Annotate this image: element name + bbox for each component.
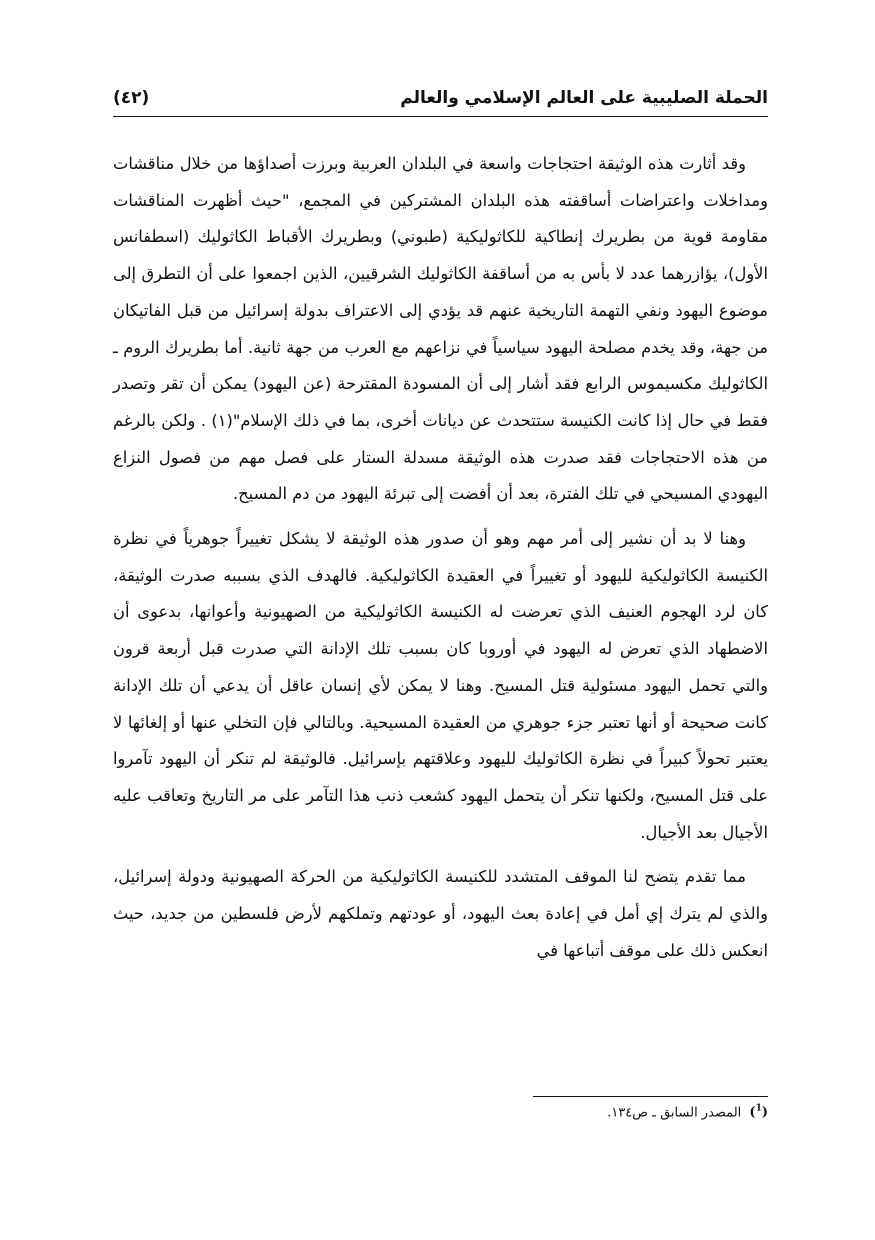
paragraph-2: وهنا لا بد أن نشير إلى أمر مهم وهو أن صدور هذه الوثيقة لا يشكل تغييراً جوهرياً في نظرة الكنيسة الكاثوليكية لليهود أو تغييراً في العقيدة الكاثوليكية. فالهدف الذي بسببه صدرت الوثيقة، كان لرد الهجوم العنيف الذي تعرضت له الكنيسة الكاثوليكية من الصهيونية وأعوانها، بدعوى أن الاضطهاد الذي تعرض له اليهود في أوروبا كان بسبب تلك الإدانة التي صدرت قبل أربعة قرون والتي تحمل اليهود مسئولية قتل المسيح. وهنا لا يمكن لأي إنسان عاقل أن يدعي أن تلك الإدانة كانت صحيحة أو أنها تعتبر جزء جوهري من العقيدة المسيحية. وبالتالي فإن التخلي عنها أو إلغائها لا يعتبر تحولاً كبيراً في نظرة الكاثوليك لليهود وعلاقتهم بإسرائيل. فالوثيقة لم تنكر أن اليهود تآمروا على قتل المسيح، ولكنها تنكر أن يتحمل اليهود كشعب ذنب هذا التآمر على مر التاريخ وتعاقب عليه الأجيال بعد الأجيال.	[113, 529, 768, 842]
page-number: (٤٢)	[113, 88, 150, 108]
footnote-divider	[533, 1096, 768, 1097]
footnote	[607, 1104, 768, 1120]
paragraph-3: مما تقدم يتضح لنا الموقف المتشدد للكنيسة الكاثوليكية من الحركة الصهيونية ودولة إسرائيل، والذي لم يترك إي أمل في إعادة بعث اليهود، أو عودتهم وتملكهم لأرض فلسطين من جديد، حيث انعكس ذلك على موقف أتباعها في	[113, 867, 768, 960]
page-header	[113, 86, 768, 117]
body-text	[113, 146, 768, 977]
paragraph-1: وقد أثارت هذه الوثيقة احتجاجات واسعة في البلدان العربية وبرزت أصداؤها من خلال مناقشات ومداخلات واعتراضات أساقفته هذه البلدان المشتركين في المجمع، "حيث أظهرت المناقشات مقاومة قوية من بطريرك إنطاكية للكاثوليكية (طبوني) وبطريرك الأقباط الكاثوليك (اسطفانس الأول)، يؤازرهما عدد لا بأس به من أساقفة الكاثوليك الشرقيين، الذين اجمعوا على أن التطرق إلى موضوع اليهود ونفي التهمة التاريخية عنهم قد يؤدي إلى الاعتراف بدولة إسرائيل من قبل الفاتيكان من جهة، وقد يخدم مصلحة اليهود سياسياً في نزاعهم مع العرب من جهة ثانية. أما بطريرك الروم ـ الكاثوليك مكسيموس الرابع فقد أشار إلى أن المسودة المقترحة (عن اليهود) يمكن أن تقر وتصدر فقط في حال إذا كانت الكنيسة ستتحدث عن ديانات أخرى، بما في ذلك الإسلام"(١) . ولكن بالرغم من هذه الاحتجاجات فقد صدرت هذه الوثيقة مسدلة الستار على فصل مهم من فصول النزاع اليهودي المسيحي في تلك الفترة، بعد أن أفضت إلى تبرئة اليهود من دم المسيح.	[113, 154, 768, 504]
footnote-number: 1	[755, 1104, 762, 1114]
footnote-text: المصدر السابق ـ ص١٣٤.	[607, 1105, 742, 1121]
footnote-marker: ($^1$)	[749, 1104, 768, 1121]
running-title: الحملة الصليبية على العالم الإسلامي والعالم	[400, 88, 768, 108]
